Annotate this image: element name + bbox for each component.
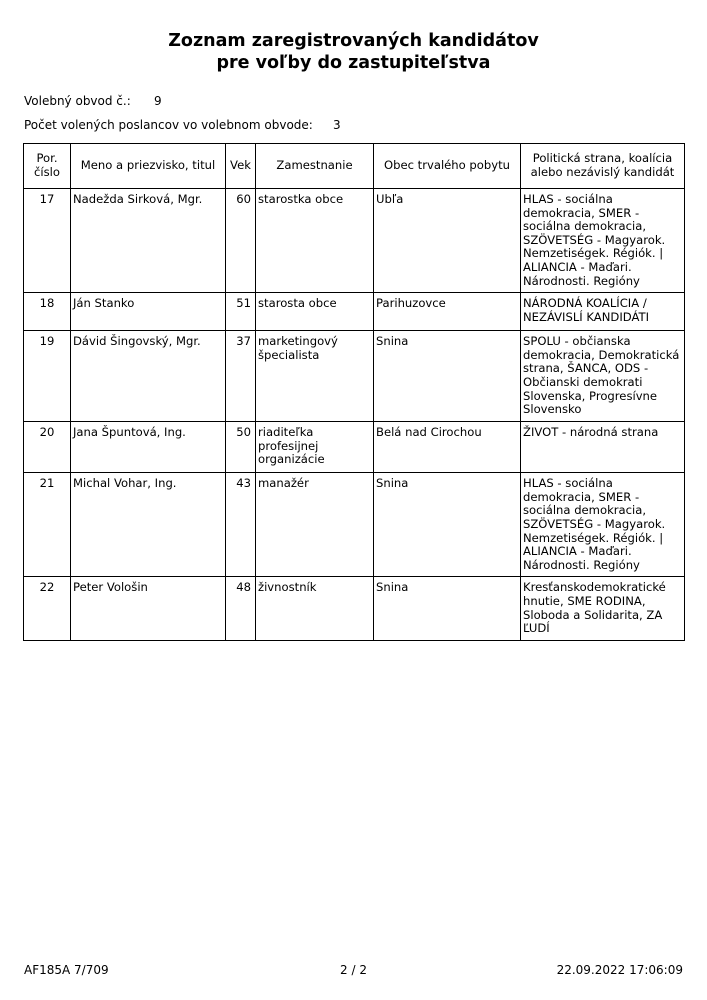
cell-number: 17 bbox=[24, 189, 71, 293]
cell-number: 21 bbox=[24, 473, 71, 577]
cell-number: 18 bbox=[24, 293, 71, 331]
col-header-number: Por. číslo bbox=[24, 144, 71, 189]
district-value: 9 bbox=[154, 94, 162, 108]
cell-occupation: marketingový špecialista bbox=[256, 331, 374, 422]
cell-party: HLAS - sociálna demokracia, SMER - sociálna demokracia, SZÖVETSÉG - Magyarok. Nemzetiségek. Régiók. | ALIANCIA - Maďari. Národnosti. Regióny bbox=[521, 473, 685, 577]
cell-occupation: riaditeľka profesijnej organizácie bbox=[256, 422, 374, 473]
col-header-party: Politická strana, koalícia alebo nezávislý kandidát bbox=[521, 144, 685, 189]
cell-age: 48 bbox=[226, 577, 256, 641]
district-label: Volebný obvod č.: bbox=[24, 94, 131, 108]
seats-label: Počet volených poslancov vo volebnom obvode: bbox=[24, 118, 313, 132]
cell-party: HLAS - sociálna demokracia, SMER - sociálna demokracia, SZÖVETSÉG - Magyarok. Nemzetiségek. Régiók. | ALIANCIA - Maďari. Národnosti. Regióny bbox=[521, 189, 685, 293]
cell-occupation: manažér bbox=[256, 473, 374, 577]
table-row bbox=[24, 331, 685, 422]
cell-name: Dávid Šingovský, Mgr. bbox=[71, 331, 226, 422]
cell-name: Ján Stanko bbox=[71, 293, 226, 331]
col-header-residence: Obec trvalého pobytu bbox=[374, 144, 521, 189]
seats-value: 3 bbox=[333, 118, 341, 132]
district-line bbox=[24, 94, 162, 108]
cell-party: NÁRODNÁ KOALÍCIA / NEZÁVISLÍ KANDIDÁTI bbox=[521, 293, 685, 331]
cell-party: SPOLU - občianska demokracia, Demokratická strana, ŠANCA, ODS - Občianski demokrati Slovenska, Progresívne Slovensko bbox=[521, 331, 685, 422]
cell-number: 19 bbox=[24, 331, 71, 422]
cell-residence: Ubľa bbox=[374, 189, 521, 293]
cell-occupation: starostka obce bbox=[256, 189, 374, 293]
title-line-2: pre voľby do zastupiteľstva bbox=[216, 53, 491, 73]
timestamp: 22.09.2022 17:06:09 bbox=[556, 963, 683, 977]
cell-age: 50 bbox=[226, 422, 256, 473]
cell-number: 22 bbox=[24, 577, 71, 641]
cell-age: 60 bbox=[226, 189, 256, 293]
title-line-1: Zoznam zaregistrovaných kandidátov bbox=[168, 31, 539, 51]
cell-number: 20 bbox=[24, 422, 71, 473]
cell-name: Jana Špuntová, Ing. bbox=[71, 422, 226, 473]
table-row bbox=[24, 577, 685, 641]
cell-name: Michal Vohar, Ing. bbox=[71, 473, 226, 577]
cell-residence: Snina bbox=[374, 473, 521, 577]
col-header-name: Meno a priezvisko, titul bbox=[71, 144, 226, 189]
col-header-age: Vek bbox=[226, 144, 256, 189]
page-number: 2 / 2 bbox=[340, 963, 367, 977]
document-title bbox=[0, 30, 707, 74]
cell-occupation: živnostník bbox=[256, 577, 374, 641]
col-header-occupation: Zamestnanie bbox=[256, 144, 374, 189]
table-header-row bbox=[24, 144, 685, 189]
cell-name: Nadežda Sirková, Mgr. bbox=[71, 189, 226, 293]
table-row bbox=[24, 189, 685, 293]
table-row bbox=[24, 473, 685, 577]
document-code: AF185A 7/709 bbox=[24, 963, 109, 977]
seats-line bbox=[24, 118, 341, 132]
cell-residence: Snina bbox=[374, 331, 521, 422]
cell-occupation: starosta obce bbox=[256, 293, 374, 331]
cell-residence: Belá nad Cirochou bbox=[374, 422, 521, 473]
cell-age: 37 bbox=[226, 331, 256, 422]
cell-residence: Snina bbox=[374, 577, 521, 641]
cell-party: ŽIVOT - národná strana bbox=[521, 422, 685, 473]
cell-age: 51 bbox=[226, 293, 256, 331]
table-row bbox=[24, 422, 685, 473]
cell-name: Peter Vološin bbox=[71, 577, 226, 641]
cell-age: 43 bbox=[226, 473, 256, 577]
candidates-table bbox=[23, 143, 685, 641]
table-row bbox=[24, 293, 685, 331]
cell-party: Kresťanskodemokratické hnutie, SME RODINA, Sloboda a Solidarita, ZA ĽUDÍ bbox=[521, 577, 685, 641]
cell-residence: Parihuzovce bbox=[374, 293, 521, 331]
